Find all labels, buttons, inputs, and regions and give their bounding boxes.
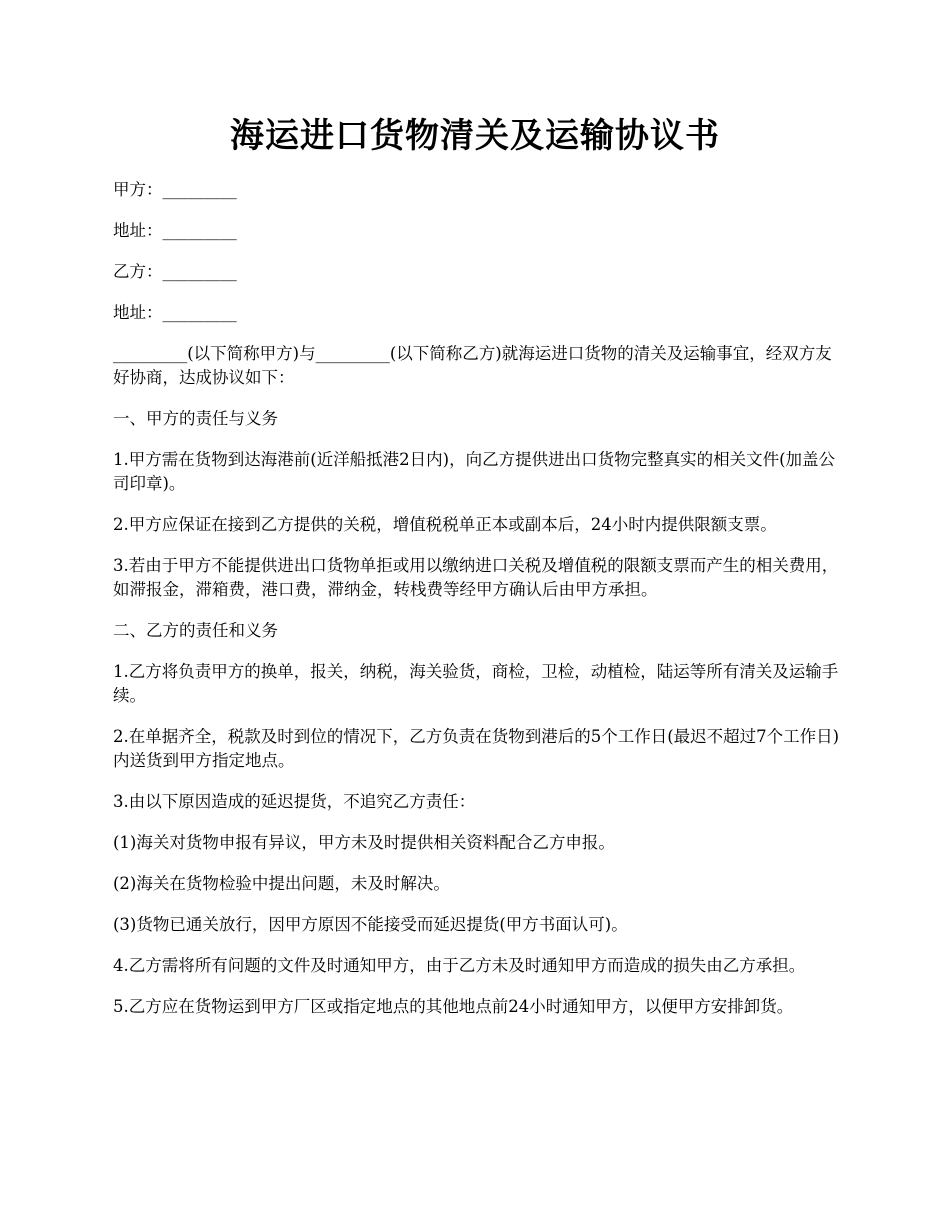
section-2-clause-3-item-3: (3)货物已通关放行，因甲方原因不能接受而延迟提货(甲方书面认可)。	[113, 915, 628, 934]
section-2-heading: 二、乙方的责任和义务	[113, 621, 278, 640]
document-body	[113, 178, 843, 1036]
section-1-heading: 一、甲方的责任与义务	[113, 409, 278, 428]
section-2-clause-3-item-1: (1)海关对货物申报有异议，甲方未及时提供相关资料配合乙方申报。	[113, 833, 615, 852]
section-2-clause-3: 3.由以下原因造成的延迟提货，不追究乙方责任：	[113, 792, 476, 811]
section-1-clause-1: 1.甲方需在货物到达海港前(近洋船抵港2日内)，向乙方提供进出口货物完整真实的相关文件(加盖公司印章)。	[113, 450, 836, 493]
party-a-address-line: 地址：_________	[113, 221, 237, 240]
party-b-address-line: 地址：_________	[113, 303, 237, 322]
section-1-clause-3: 3.若由于甲方不能提供进出口货物单拒或用以缴纳进口关税及增值税的限额支票而产生的相关费用，如滞报金，滞箱费，港口费，滞纳金，转栈费等经甲方确认后由甲方承担。	[113, 556, 839, 599]
section-1-clause-2: 2.甲方应保证在接到乙方提供的关税，增值税税单正本或副本后，24小时内提供限额支票。	[113, 515, 777, 534]
party-b-line: 乙方：_________	[113, 262, 237, 281]
party-a-line: 甲方：_________	[113, 180, 237, 199]
section-2-clause-3-item-2: (2)海关在货物检验中提出问题，未及时解决。	[113, 874, 450, 893]
section-2-clause-4: 4.乙方需将所有问题的文件及时通知甲方，由于乙方未及时通知甲方而造成的损失由乙方承担。	[113, 956, 806, 975]
section-2-clause-1: 1.乙方将负责甲方的换单，报关，纳税，海关验货，商检，卫检，动植检，陆运等所有清关及运输手续。	[113, 662, 839, 705]
document-title: 海运进口货物清关及运输协议书	[230, 116, 720, 156]
intro-paragraph: _________(以下简称甲方)与_________(以下简称乙方)就海运进口货物的清关及运输事宜，经双方友好协商，达成协议如下：	[113, 344, 832, 387]
section-2-clause-5: 5.乙方应在货物运到甲方厂区或指定地点的其他地点前24小时通知甲方，以便甲方安排卸货。	[113, 997, 794, 1016]
section-2-clause-2: 2.在单据齐全，税款及时到位的情况下，乙方负责在货物到港后的5个工作日(最迟不超过7个工作日)内送货到甲方指定地点。	[113, 727, 840, 770]
